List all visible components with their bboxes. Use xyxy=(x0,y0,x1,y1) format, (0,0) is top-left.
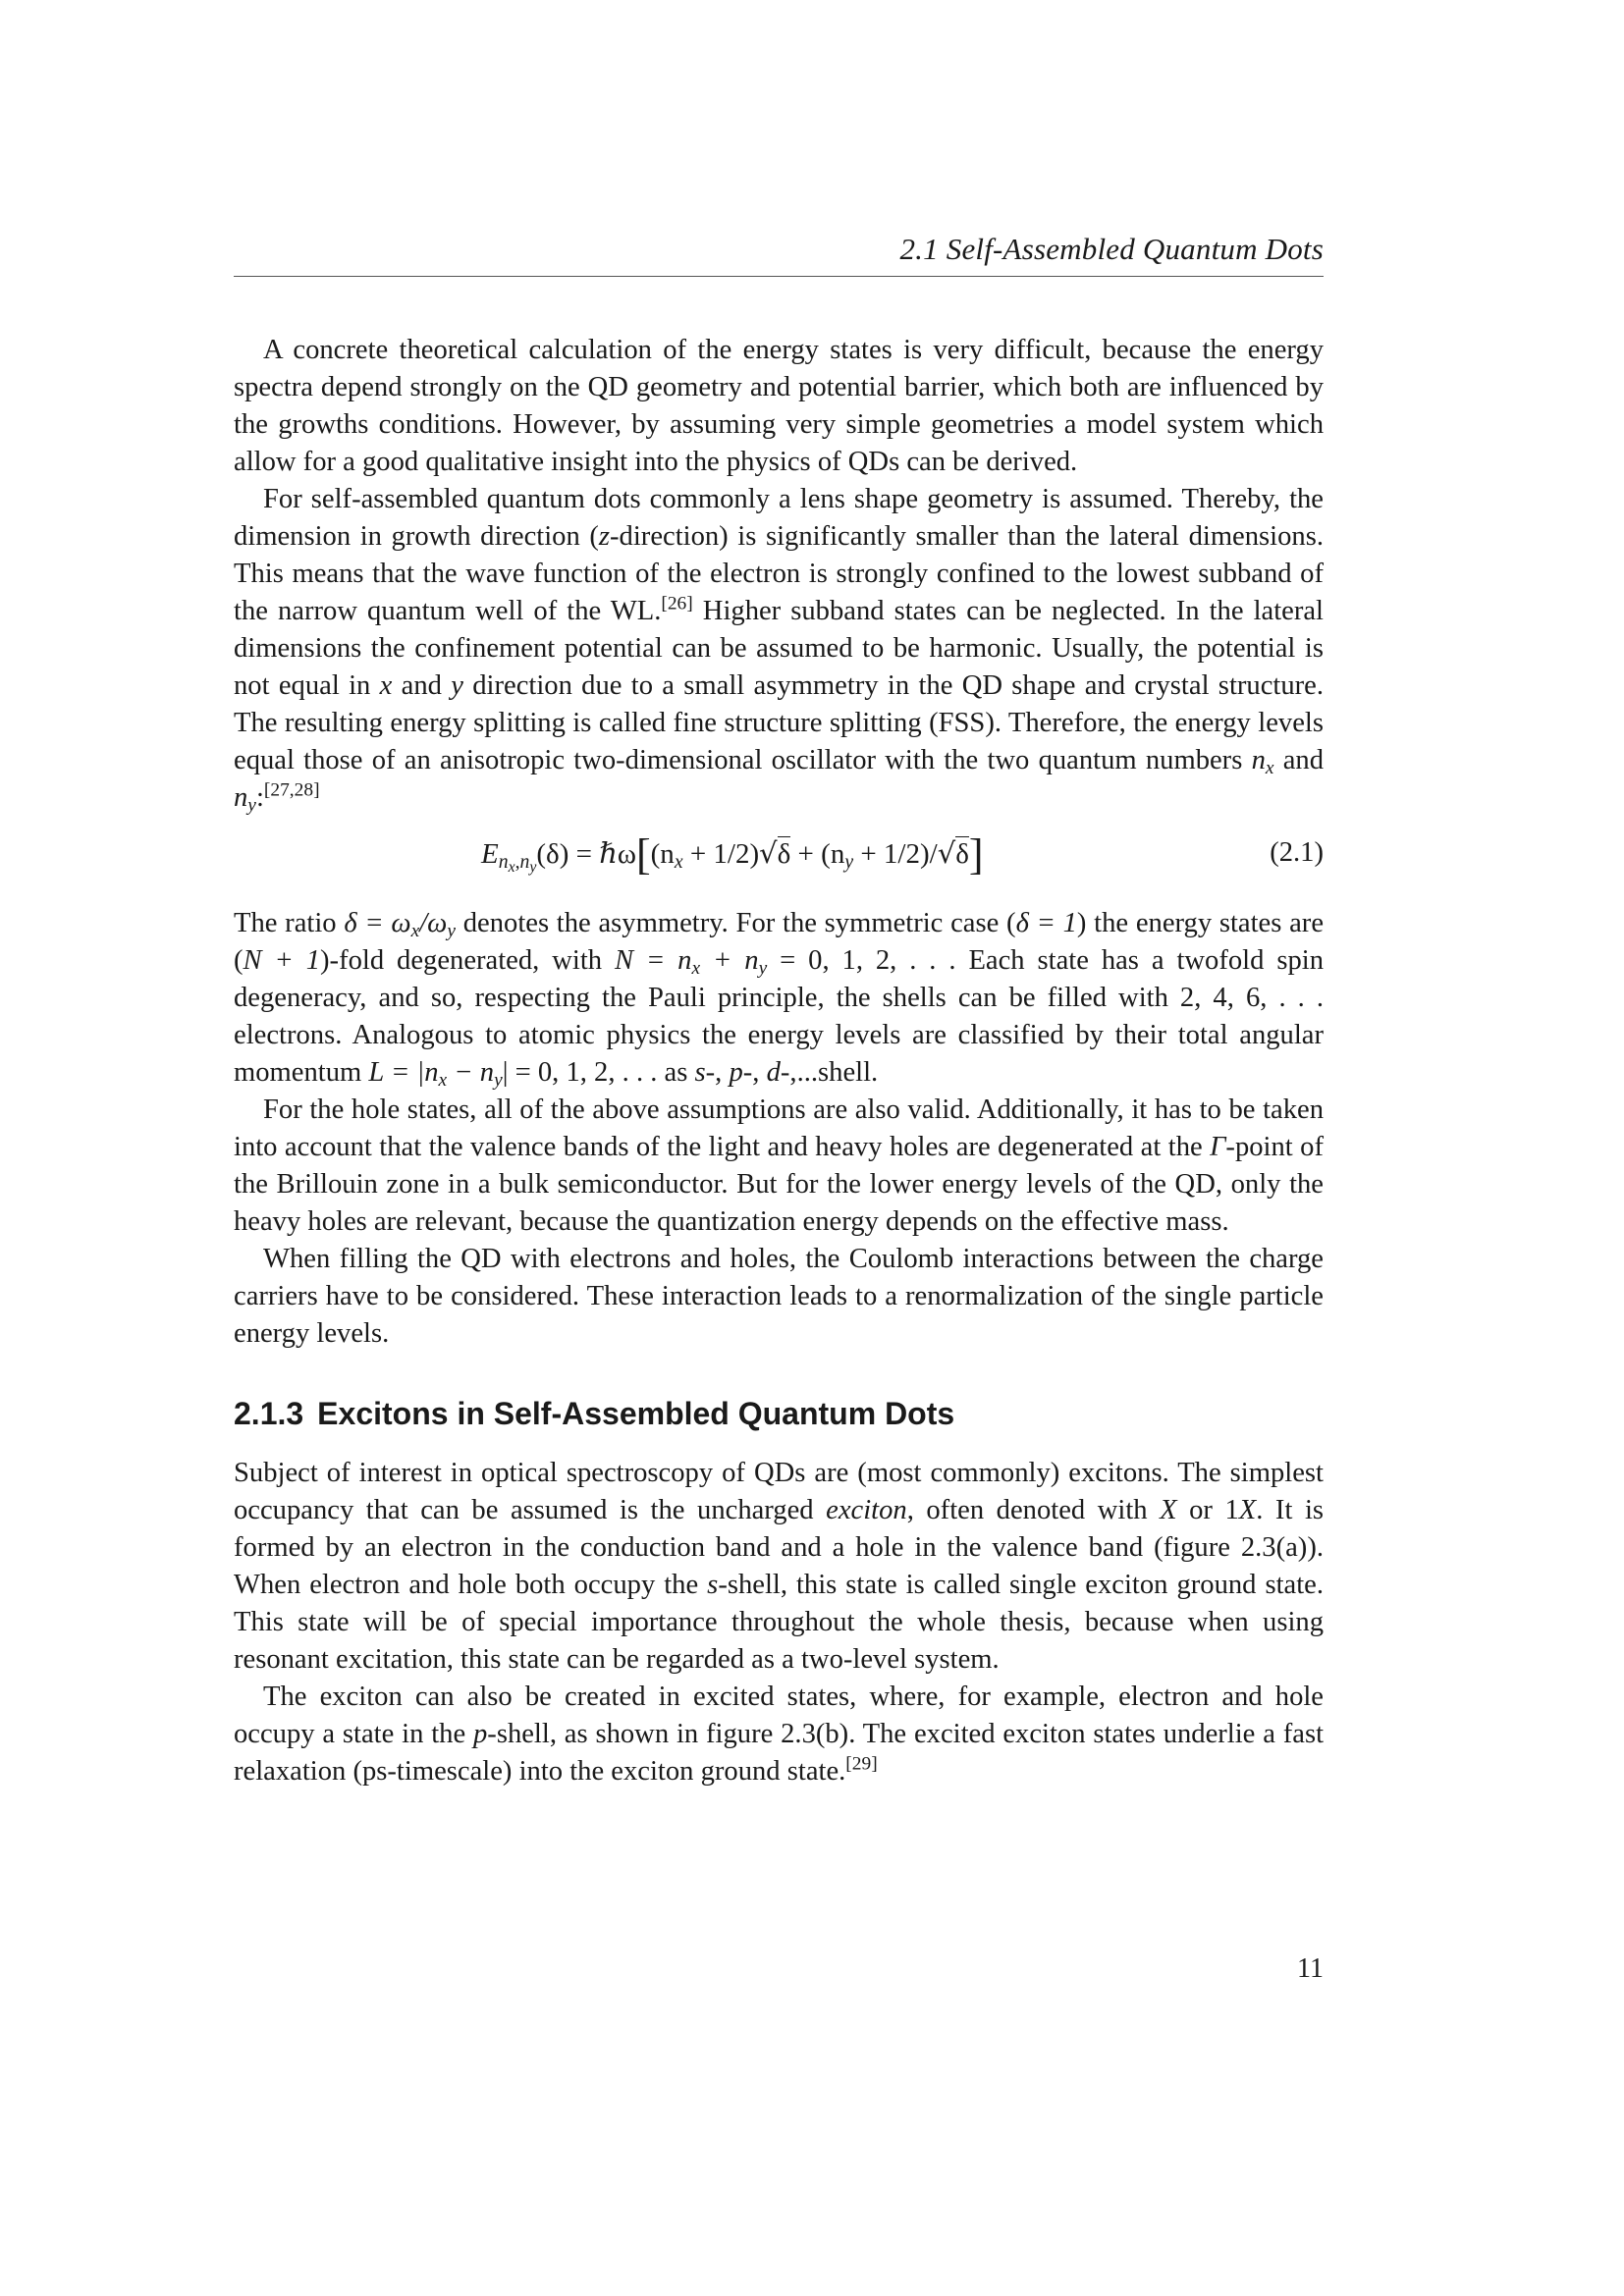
citation-26: [26] xyxy=(661,593,693,614)
paragraph-7: The exciton can also be created in excited states, where, for example, electron and hole occupy a state in the p-shell, as shown in figure 2.3(b). The excited exciton states underlie a fast relaxation (ps-timescale) into the exciton ground state.[29] xyxy=(234,1682,1325,1787)
section-heading xyxy=(234,1394,1324,1433)
equation-2-1 xyxy=(234,827,1324,881)
paragraph-6: Subject of interest in optical spectroscopy of QDs are (most commonly) excitons. The simplest occupancy that can be assumed is the uncharged exciton, often denoted with X or 1X. It is formed by an electron in the conduction band and a hole in the valence band (figure 2.3(a)). When electron and hole both occupy the s-shell, this state is called single exciton ground state. This state will be of special importance throughout the whole thesis, because when using resonant excitation, this state can be regarded as a two-level system. xyxy=(234,1458,1325,1675)
paragraph-5: When filling the QD with electrons and holes, the Coulomb interactions between the charge carriers have to be considered. These interaction leads to a renormalization of the single particle energy levels. xyxy=(234,1244,1324,1349)
equation-number: (2.1) xyxy=(1270,837,1324,868)
paragraph-3: The ratio $\delta = \omega_x/\omega_y$ denotes the asymmetry. For the symmetric case (δ = 1) the energy states are (N + 1)-fold degenerated, with $N = n_x + n_y = 0$, 1, 2, . . . Each state has a twofold spin degeneracy, and so, respecting the Pauli principle, the shells can be filled with 2, 4, 6, . . . electrons. Analogous to atomic physics the energy levels are classified by their total angular momentum $L = |n_x - n_y| = 0$, 1, 2, . . . as s-, p-, d-,...shell. xyxy=(234,908,1325,1091)
paragraph-1: A concrete theoretical calculation of the energy states is very difficult, because the energy spectra depend strongly on the QD geometry and potential barrier, which both are influenced by the growths conditions. However, by assuming very simple geometries a model system which allow for a good qualitative insight into the physics of QDs can be derived. xyxy=(234,335,1324,477)
section-title: Excitons in Self-Assembled Quantum Dots xyxy=(317,1396,955,1431)
body-text xyxy=(234,332,1324,1790)
section-number: 2.1.3 xyxy=(234,1396,304,1431)
running-header: 2.1 Self-Assembled Quantum Dots xyxy=(899,232,1324,266)
equation-body: $E_{n_x,n_y}(\delta)$ = $\hbar\omega[(n_x + 1/2)√\delta + (n_y + 1/2)/√\delta]$ xyxy=(481,830,984,879)
citation-27-28: [27,28] xyxy=(263,779,320,801)
header-rule xyxy=(234,276,1324,277)
citation-29: [29] xyxy=(845,1753,878,1775)
paragraph-4: For the hole states, all of the above assumptions are also valid. Additionally, it has to be taken into account that the valence bands of the light and heavy holes are degenerated at the Γ-point of the Brillouin zone in a bulk semiconductor. But for the lower energy levels of the QD, only the heavy holes are relevant, because the quantization energy depends on the effective mass. xyxy=(234,1095,1324,1237)
paragraph-2: For self-assembled quantum dots commonly a lens shape geometry is assumed. Thereby, the dimension in growth direction (z-direction) is significantly smaller than the lateral dimensions. This means that the wave function of the electron is strongly confined to the lowest subband of the narrow quantum well of the WL.[26] Higher subband states can be neglected. In the lateral dimensions the confinement potential can be assumed to be harmonic. Usually, the potential is not equal in x and y direction due to a small asymmetry in the QD shape and crystal structure. The resulting energy splitting is called fine structure splitting (FSS). Therefore, the energy levels equal those of an anisotropic two-dimensional oscillator with the two quantum numbers $n_x$ and $n_y:[27,28]$ xyxy=(234,484,1325,816)
page-number: 11 xyxy=(1297,1953,1324,1984)
